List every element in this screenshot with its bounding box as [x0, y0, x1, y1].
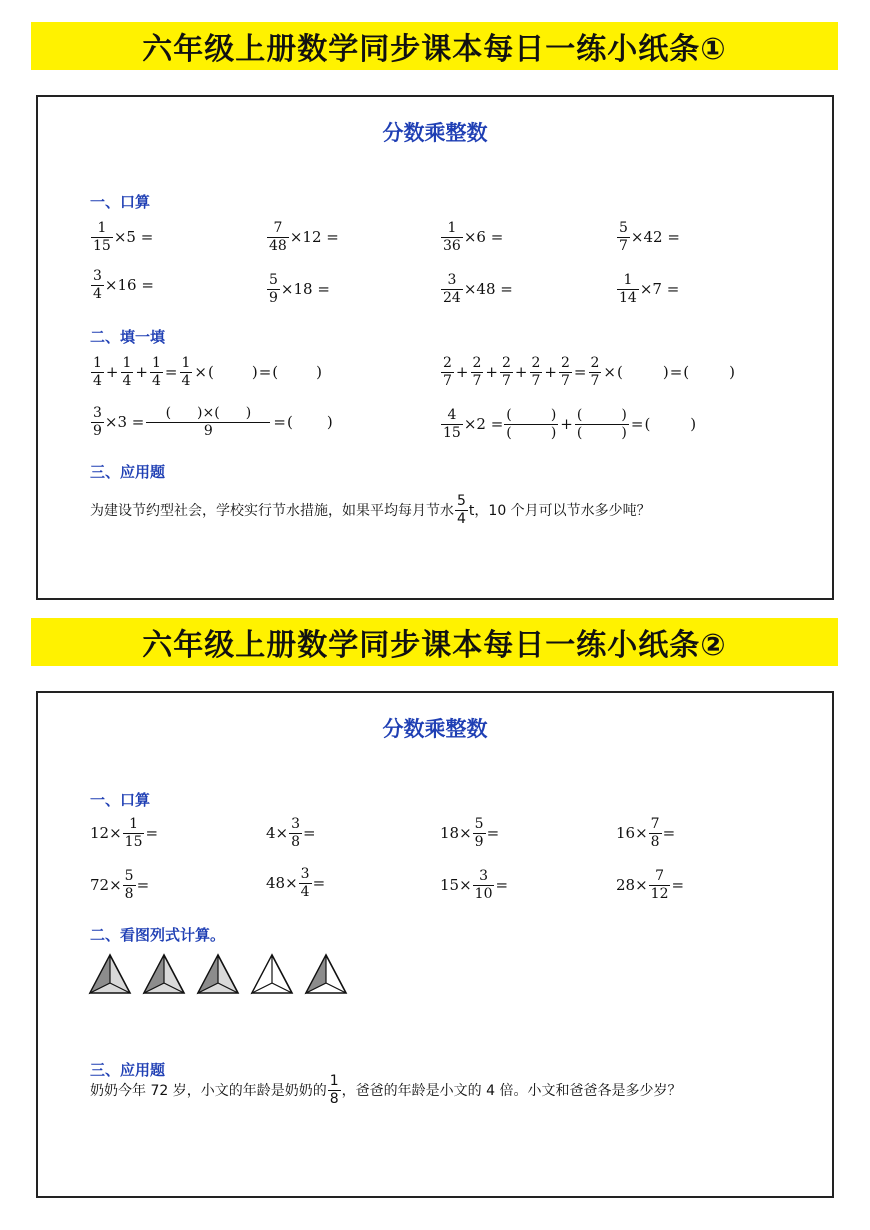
fraction: $\frac{5}{4}$ — [457, 492, 466, 527]
word-problem: 奶奶今年 72 岁，小文的年龄是奶奶的 $\frac{1}{8}$ ，爸爸的年龄是小文的 4 倍。小文和爸爸各是多少岁？ — [90, 1072, 682, 1107]
fraction: $\frac{1}{8}$ — [329, 1072, 339, 1107]
fraction: $\frac{3}{8}$ — [291, 815, 301, 850]
section-mental-math: 一、口算 — [90, 193, 151, 211]
fraction: $\frac{1}{36}$ — [443, 219, 461, 254]
fraction: ( ) ( ) — [506, 406, 557, 441]
fraction: $\frac{1}{15}$ — [93, 219, 111, 254]
fraction: $\frac{7}{8}$ — [650, 815, 660, 850]
pyramid-figures — [88, 953, 354, 997]
mental-item: 18× $\frac{5}{9}$ = — [440, 815, 500, 850]
mental-item: 16× $\frac{7}{8}$ = — [616, 815, 676, 850]
strip-2-banner: 六年级上册数学同步课本每日一练小纸条② — [31, 618, 838, 666]
pyramid-icon — [198, 955, 238, 993]
strip-2-title: 分数乘整数 — [382, 717, 488, 741]
fraction: $\frac{7}{48}$ — [269, 219, 287, 254]
mental-item: $\frac{1}{14}$ ×7 = — [619, 271, 680, 306]
section-picture-calc: 二、看图列式计算。 — [90, 926, 226, 944]
fill-item: $\frac{2}{7}$ + $\frac{2}{7}$ + $\frac{2}{7}$ + $\frac{2}{7}$ + $\frac{2}{7}$ = $\frac{2}{7}$ × ( ) = ( ) — [443, 354, 736, 389]
strip-2-card — [36, 691, 834, 1198]
section-word-problem: 三、应用题 — [90, 1061, 166, 1079]
fraction: $\frac{1}{4}$ — [152, 354, 161, 389]
fraction: $\frac{2}{7}$ — [443, 354, 452, 389]
fraction: $\frac{1}{4}$ — [93, 354, 102, 389]
fraction: $\frac{3}{9}$ — [93, 404, 102, 439]
fraction: $\frac{2}{7}$ — [531, 354, 541, 389]
mental-item: 12× $\frac{1}{15}$ = — [90, 815, 159, 850]
mental-item: $\frac{3}{24}$ ×48 = — [443, 271, 513, 306]
section-word-problem: 三、应用题 — [90, 463, 166, 481]
mental-item: $\frac{1}{15}$ ×5 = — [93, 219, 154, 254]
fraction: $\frac{3}{4}$ — [93, 267, 102, 302]
fraction: $\frac{3}{24}$ — [443, 271, 461, 306]
fill-item: $\frac{4}{15}$ ×2 = ( ) ( ) + ( ) ( ) = ( ) — [443, 406, 697, 441]
pyramid-icon — [144, 955, 184, 993]
fraction: $\frac{5}{9}$ — [269, 271, 278, 306]
fraction: ( ) × ( ) 9 — [146, 405, 270, 440]
section-fill-in: 二、填一填 — [90, 328, 166, 346]
mental-item: $\frac{5}{9}$ ×18 = — [269, 271, 330, 306]
section-mental-math: 一、口算 — [90, 791, 151, 809]
fraction: $\frac{1}{15}$ — [124, 815, 143, 850]
mental-item: $\frac{5}{7}$ ×42 = — [619, 219, 680, 254]
strip-1-title: 分数乘整数 — [382, 121, 488, 145]
mental-item: 72× $\frac{5}{8}$ = — [90, 867, 150, 902]
fill-item: $\frac{3}{9}$ ×3 = ( ) × ( ) 9 = ( ) — [93, 404, 333, 439]
fraction: $\frac{2}{7}$ — [561, 354, 570, 389]
pyramid-icon — [252, 955, 292, 993]
fraction: $\frac{2}{7}$ — [502, 354, 511, 389]
blank[interactable] — [220, 405, 246, 422]
mental-item: 28× $\frac{7}{12}$ = — [616, 867, 685, 902]
mental-item: $\frac{1}{36}$ ×6 = — [443, 219, 504, 254]
fraction: $\frac{1}{4}$ — [181, 354, 191, 389]
fill-item: $\frac{1}{4}$ + $\frac{1}{4}$ + $\frac{1}{4}$ = $\frac{1}{4}$ × ( ) = ( ) — [93, 354, 323, 389]
word-problem: 为建设节约型社会，学校实行节水措施，如果平均每月节水 $\frac{5}{4}$ t，10 个月可以节水多少吨？ — [90, 492, 651, 527]
fraction: ( ) ( ) — [576, 406, 627, 441]
fraction: $\frac{3}{4}$ — [300, 865, 310, 900]
pyramid-icon — [90, 955, 130, 993]
fraction: $\frac{5}{7}$ — [619, 219, 628, 254]
mental-item: $\frac{7}{48}$ ×12 = — [269, 219, 339, 254]
fraction: $\frac{5}{8}$ — [124, 867, 134, 902]
pyramid-icon — [306, 955, 346, 993]
fraction: $\frac{3}{10}$ — [474, 867, 493, 902]
fraction: $\frac{5}{9}$ — [474, 815, 484, 850]
fraction: $\frac{1}{14}$ — [619, 271, 637, 306]
strip-1-card — [36, 95, 834, 600]
fraction: $\frac{1}{4}$ — [122, 354, 132, 389]
fraction: $\frac{2}{7}$ — [590, 354, 600, 389]
mental-item: $\frac{3}{4}$ ×16 = — [93, 267, 154, 302]
mental-item: 15× $\frac{3}{10}$ = — [440, 867, 509, 902]
fraction: $\frac{2}{7}$ — [472, 354, 482, 389]
mental-item: 48× $\frac{3}{4}$ = — [266, 865, 326, 900]
mental-item: 4× $\frac{3}{8}$ = — [266, 815, 316, 850]
strip-1-banner: 六年级上册数学同步课本每日一练小纸条① — [31, 22, 838, 70]
fraction: $\frac{4}{15}$ — [443, 406, 461, 441]
blank[interactable] — [171, 405, 197, 422]
fraction: $\frac{7}{12}$ — [650, 867, 669, 902]
